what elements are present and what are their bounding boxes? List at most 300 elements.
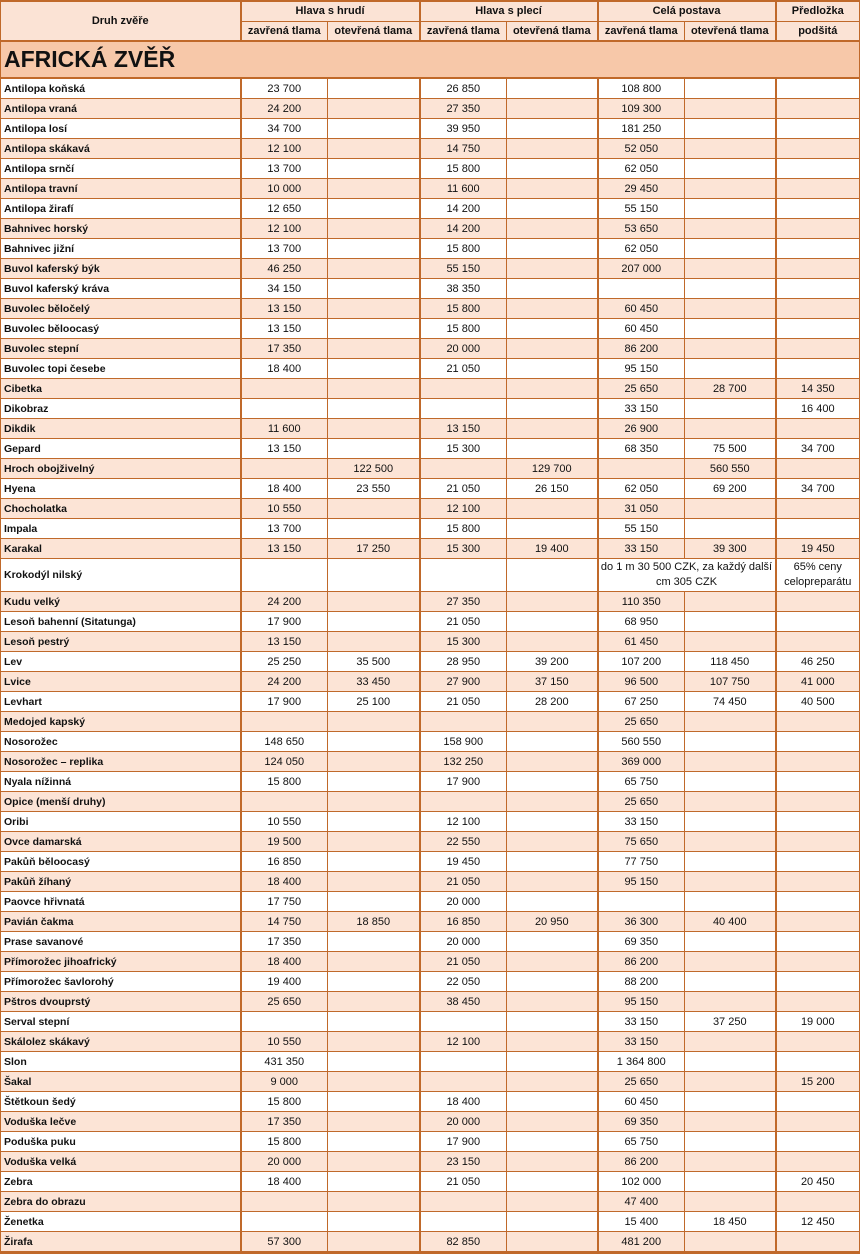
price-head-chest-open — [328, 559, 420, 592]
price-head-shoulder-closed: 132 250 — [420, 752, 507, 772]
price-head-shoulder-open — [507, 1032, 598, 1052]
price-head-shoulder-closed: 21 050 — [420, 952, 507, 972]
price-full-body-closed: 88 200 — [598, 972, 685, 992]
price-head-chest-closed: 11 600 — [241, 419, 328, 439]
species-name: Pakůň žíhaný — [1, 872, 241, 892]
price-head-chest-open: 23 550 — [328, 479, 420, 499]
price-rug-lined — [776, 872, 860, 892]
price-full-body-closed: 15 400 — [598, 1212, 685, 1232]
table-row — [1, 199, 860, 219]
price-head-shoulder-open — [507, 399, 598, 419]
table-row — [1, 592, 860, 612]
price-head-shoulder-closed: 27 900 — [420, 672, 507, 692]
price-rug-lined — [776, 219, 860, 239]
table-row — [1, 1092, 860, 1112]
price-head-chest-closed — [241, 1012, 328, 1032]
price-head-shoulder-closed: 15 300 — [420, 439, 507, 459]
price-head-shoulder-open — [507, 1192, 598, 1212]
price-head-shoulder-open — [507, 952, 598, 972]
price-rug-lined — [776, 519, 860, 539]
price-head-shoulder-open — [507, 1112, 598, 1132]
price-head-chest-open: 17 250 — [328, 539, 420, 559]
price-head-shoulder-closed — [420, 1072, 507, 1092]
price-head-shoulder-closed: 11 600 — [420, 179, 507, 199]
price-head-chest-closed: 13 150 — [241, 299, 328, 319]
species-name: Nosorožec — [1, 732, 241, 752]
species-name: Paovce hřivnatá — [1, 892, 241, 912]
price-head-chest-open — [328, 772, 420, 792]
price-head-chest-open — [328, 992, 420, 1012]
price-head-shoulder-closed: 82 850 — [420, 1232, 507, 1253]
species-name: Antilopa žirafí — [1, 199, 241, 219]
species-name: Poduška puku — [1, 1132, 241, 1152]
table-row — [1, 339, 860, 359]
price-head-shoulder-open — [507, 732, 598, 752]
price-full-body-open — [685, 279, 776, 299]
price-rug-lined: 19 000 — [776, 1012, 860, 1032]
price-head-chest-closed: 34 700 — [241, 119, 328, 139]
table-row — [1, 1012, 860, 1032]
price-head-chest-closed: 46 250 — [241, 259, 328, 279]
species-name: Lev — [1, 652, 241, 672]
price-head-chest-open — [328, 159, 420, 179]
table-row — [1, 632, 860, 652]
price-full-body-open — [685, 1132, 776, 1152]
price-head-shoulder-closed — [420, 1052, 507, 1072]
price-full-body-closed: 33 150 — [598, 399, 685, 419]
price-full-body-closed: 60 450 — [598, 319, 685, 339]
species-name: Zebra do obrazu — [1, 1192, 241, 1212]
species-name: Pavián čakma — [1, 912, 241, 932]
species-name: Přímorožec šavlorohý — [1, 972, 241, 992]
price-full-body-closed: 86 200 — [598, 339, 685, 359]
price-full-body-closed: 481 200 — [598, 1232, 685, 1253]
price-full-body-open — [685, 339, 776, 359]
price-head-shoulder-open — [507, 852, 598, 872]
price-rug-lined — [776, 632, 860, 652]
price-full-body-closed: 207 000 — [598, 259, 685, 279]
price-rug-lined — [776, 99, 860, 119]
price-full-body-open: 74 450 — [685, 692, 776, 712]
price-head-chest-closed: 17 350 — [241, 932, 328, 952]
price-head-chest-closed: 14 750 — [241, 912, 328, 932]
price-full-body-open — [685, 892, 776, 912]
price-rug-lined: 16 400 — [776, 399, 860, 419]
price-head-shoulder-closed: 18 400 — [420, 1092, 507, 1112]
table-row — [1, 792, 860, 812]
species-name: Lesoň pestrý — [1, 632, 241, 652]
price-rug-lined: 41 000 — [776, 672, 860, 692]
price-rug-lined — [776, 1192, 860, 1212]
price-rug-lined: 34 700 — [776, 439, 860, 459]
price-rug-lined — [776, 752, 860, 772]
price-head-shoulder-open — [507, 772, 598, 792]
price-head-chest-open — [328, 1012, 420, 1032]
price-head-shoulder-open — [507, 972, 598, 992]
price-head-shoulder-closed: 38 450 — [420, 992, 507, 1012]
price-head-chest-closed: 18 400 — [241, 952, 328, 972]
price-full-body-open — [685, 499, 776, 519]
species-name: Serval stepní — [1, 1012, 241, 1032]
price-head-chest-closed: 25 250 — [241, 652, 328, 672]
table-row — [1, 832, 860, 852]
table-row — [1, 519, 860, 539]
price-head-chest-open: 33 450 — [328, 672, 420, 692]
price-head-chest-closed: 17 750 — [241, 892, 328, 912]
price-rug-lined — [776, 459, 860, 479]
species-name: Nyala nížinná — [1, 772, 241, 792]
price-head-shoulder-open — [507, 932, 598, 952]
price-full-body-closed: 31 050 — [598, 499, 685, 519]
price-rug-lined: 46 250 — [776, 652, 860, 672]
price-head-shoulder-open — [507, 559, 598, 592]
price-rug-lined — [776, 339, 860, 359]
table-row — [1, 1152, 860, 1172]
price-head-shoulder-open — [507, 872, 598, 892]
price-full-body-open — [685, 812, 776, 832]
price-head-chest-closed: 12 100 — [241, 219, 328, 239]
price-full-body-open — [685, 852, 776, 872]
table-row — [1, 299, 860, 319]
price-head-chest-closed: 18 400 — [241, 359, 328, 379]
price-full-body-open — [685, 1232, 776, 1253]
price-head-chest-open — [328, 872, 420, 892]
price-full-body-closed: 65 750 — [598, 1132, 685, 1152]
price-full-body-closed: 95 150 — [598, 359, 685, 379]
price-full-body-closed: 86 200 — [598, 1152, 685, 1172]
price-rug-lined — [776, 852, 860, 872]
price-head-chest-closed: 13 150 — [241, 319, 328, 339]
price-full-body-open — [685, 319, 776, 339]
price-rug-lined — [776, 119, 860, 139]
price-head-shoulder-closed: 22 050 — [420, 972, 507, 992]
price-full-body-open — [685, 119, 776, 139]
price-head-shoulder-open: 26 150 — [507, 479, 598, 499]
price-full-body-open — [685, 239, 776, 259]
species-name: Antilopa travní — [1, 179, 241, 199]
species-name: Voduška lečve — [1, 1112, 241, 1132]
price-head-chest-closed: 13 700 — [241, 519, 328, 539]
price-head-chest-closed: 17 900 — [241, 692, 328, 712]
species-name: Žirafa — [1, 1232, 241, 1253]
price-head-shoulder-closed: 17 900 — [420, 1132, 507, 1152]
price-head-chest-closed: 10 550 — [241, 812, 328, 832]
price-head-shoulder-closed: 14 750 — [420, 139, 507, 159]
price-head-chest-open — [328, 119, 420, 139]
price-full-body-closed — [598, 279, 685, 299]
price-head-chest-closed: 15 800 — [241, 772, 328, 792]
price-head-chest-closed: 12 100 — [241, 139, 328, 159]
group-header-head-chest: Hlava s hrudí — [241, 1, 420, 21]
price-full-body-open: 75 500 — [685, 439, 776, 459]
price-full-body-open — [685, 1032, 776, 1052]
table-row — [1, 159, 860, 179]
table-row — [1, 1072, 860, 1092]
price-head-chest-closed: 12 650 — [241, 199, 328, 219]
price-full-body-closed: 52 050 — [598, 139, 685, 159]
price-head-chest-open — [328, 732, 420, 752]
price-head-shoulder-open — [507, 1232, 598, 1253]
price-head-chest-closed — [241, 379, 328, 399]
species-name: Antilopa srnčí — [1, 159, 241, 179]
price-head-shoulder-open — [507, 119, 598, 139]
price-head-chest-open: 25 100 — [328, 692, 420, 712]
price-head-chest-open — [328, 812, 420, 832]
species-name: Karakal — [1, 539, 241, 559]
table-row — [1, 752, 860, 772]
price-full-body-open: 39 300 — [685, 539, 776, 559]
subheader-closed-mouth: zavřená tlama — [598, 21, 685, 41]
species-name: Buvolec běločelý — [1, 299, 241, 319]
price-full-body-closed: 68 350 — [598, 439, 685, 459]
price-rug-lined — [776, 892, 860, 912]
price-full-body-closed: 69 350 — [598, 1112, 685, 1132]
table-row — [1, 279, 860, 299]
species-name: Antilopa skákavá — [1, 139, 241, 159]
price-full-body-closed: 25 650 — [598, 1072, 685, 1092]
price-head-shoulder-open — [507, 1132, 598, 1152]
price-full-body-open — [685, 752, 776, 772]
price-head-shoulder-closed: 15 800 — [420, 159, 507, 179]
price-head-chest-closed — [241, 1192, 328, 1212]
species-name: Dikobraz — [1, 399, 241, 419]
price-head-shoulder-closed: 14 200 — [420, 199, 507, 219]
price-head-chest-closed: 25 650 — [241, 992, 328, 1012]
price-head-shoulder-open — [507, 1052, 598, 1072]
species-name: Impala — [1, 519, 241, 539]
price-head-chest-open — [328, 139, 420, 159]
price-head-shoulder-open — [507, 279, 598, 299]
price-full-body-open — [685, 179, 776, 199]
price-head-shoulder-closed: 15 300 — [420, 632, 507, 652]
species-name: Chocholatka — [1, 499, 241, 519]
price-head-chest-open — [328, 99, 420, 119]
price-head-shoulder-closed: 17 900 — [420, 772, 507, 792]
price-head-chest-open — [328, 259, 420, 279]
price-full-body-open — [685, 1152, 776, 1172]
table-row — [1, 459, 860, 479]
subheader-lined: podšitá — [776, 21, 860, 41]
table-row — [1, 359, 860, 379]
species-name: Opice (menší druhy) — [1, 792, 241, 812]
price-rug-lined — [776, 1032, 860, 1052]
table-row — [1, 772, 860, 792]
species-name: Přímorožec jihoafrický — [1, 952, 241, 972]
price-full-body-closed: 36 300 — [598, 912, 685, 932]
price-head-chest-open — [328, 892, 420, 912]
price-head-chest-open — [328, 1192, 420, 1212]
price-full-body-open — [685, 399, 776, 419]
price-rug-lined — [776, 1232, 860, 1253]
price-rug-lined — [776, 179, 860, 199]
price-rug-lined — [776, 772, 860, 792]
price-head-shoulder-closed: 22 550 — [420, 832, 507, 852]
table-row — [1, 1112, 860, 1132]
price-rug-lined — [776, 139, 860, 159]
price-full-body-open — [685, 932, 776, 952]
price-rug-lined — [776, 419, 860, 439]
species-name: Medojed kapský — [1, 712, 241, 732]
price-head-chest-closed — [241, 559, 328, 592]
price-head-shoulder-closed: 26 850 — [420, 78, 507, 99]
price-head-shoulder-closed: 20 000 — [420, 1112, 507, 1132]
price-head-shoulder-closed: 55 150 — [420, 259, 507, 279]
price-head-shoulder-closed — [420, 712, 507, 732]
table-row — [1, 259, 860, 279]
price-head-chest-open — [328, 1212, 420, 1232]
species-name: Cibetka — [1, 379, 241, 399]
price-rug-lined — [776, 792, 860, 812]
species-name: Štětkoun šedý — [1, 1092, 241, 1112]
price-head-chest-open — [328, 419, 420, 439]
price-head-shoulder-closed: 16 850 — [420, 912, 507, 932]
price-full-body-open: 107 750 — [685, 672, 776, 692]
price-full-body-open — [685, 359, 776, 379]
price-full-body-open — [685, 632, 776, 652]
price-head-chest-open — [328, 712, 420, 732]
table-row — [1, 652, 860, 672]
price-full-body-closed: 62 050 — [598, 239, 685, 259]
group-header-full-body: Celá postava — [598, 1, 776, 21]
table-row — [1, 479, 860, 499]
price-head-shoulder-open: 39 200 — [507, 652, 598, 672]
price-head-chest-open — [328, 299, 420, 319]
price-head-chest-closed: 18 400 — [241, 1172, 328, 1192]
price-full-body-closed: 560 550 — [598, 732, 685, 752]
table-row — [1, 1032, 860, 1052]
species-name: Bahnivec horský — [1, 219, 241, 239]
price-head-shoulder-closed: 21 050 — [420, 612, 507, 632]
table-row — [1, 319, 860, 339]
price-head-shoulder-open — [507, 319, 598, 339]
price-rug-lined: 20 450 — [776, 1172, 860, 1192]
species-name: Buvolec běloocasý — [1, 319, 241, 339]
price-head-shoulder-closed — [420, 399, 507, 419]
price-head-chest-closed: 13 150 — [241, 439, 328, 459]
price-rug-lined — [776, 319, 860, 339]
price-head-shoulder-open — [507, 439, 598, 459]
price-full-body-closed — [598, 459, 685, 479]
price-full-body-open — [685, 952, 776, 972]
price-full-body-closed: 69 350 — [598, 932, 685, 952]
price-head-shoulder-open — [507, 832, 598, 852]
price-full-body-open — [685, 199, 776, 219]
price-full-body-closed: 25 650 — [598, 712, 685, 732]
price-head-shoulder-open — [507, 892, 598, 912]
price-full-body-closed: 95 150 — [598, 992, 685, 1012]
price-head-chest-open — [328, 179, 420, 199]
price-head-shoulder-closed — [420, 559, 507, 592]
rug-price-note: 65% ceny celopreparátu — [776, 559, 860, 592]
price-head-chest-open — [328, 1072, 420, 1092]
price-full-body-open — [685, 792, 776, 812]
price-full-body-closed: 369 000 — [598, 752, 685, 772]
price-head-chest-open — [328, 852, 420, 872]
price-head-shoulder-closed: 15 800 — [420, 299, 507, 319]
table-row — [1, 972, 860, 992]
species-name: Pakůň běloocasý — [1, 852, 241, 872]
price-full-body-closed: 65 750 — [598, 772, 685, 792]
price-head-chest-closed: 18 400 — [241, 479, 328, 499]
price-rug-lined — [776, 78, 860, 99]
price-head-shoulder-open: 20 950 — [507, 912, 598, 932]
species-name: Antilopa vraná — [1, 99, 241, 119]
price-head-chest-closed: 17 900 — [241, 612, 328, 632]
species-name: Bahnivec jižní — [1, 239, 241, 259]
price-head-shoulder-closed: 12 100 — [420, 812, 507, 832]
price-head-shoulder-open — [507, 1172, 598, 1192]
price-head-shoulder-closed: 23 150 — [420, 1152, 507, 1172]
table-row — [1, 932, 860, 952]
price-head-shoulder-open — [507, 179, 598, 199]
price-head-chest-closed — [241, 1212, 328, 1232]
species-name: Kudu velký — [1, 592, 241, 612]
price-full-body-open — [685, 592, 776, 612]
price-head-chest-open — [328, 239, 420, 259]
price-head-chest-open — [328, 952, 420, 972]
price-head-shoulder-open — [507, 339, 598, 359]
price-head-chest-open — [328, 519, 420, 539]
price-head-chest-open — [328, 1052, 420, 1072]
price-head-shoulder-open — [507, 99, 598, 119]
species-name: Antilopa koňská — [1, 78, 241, 99]
table-row — [1, 499, 860, 519]
table-row — [1, 912, 860, 932]
species-name: Nosorožec – replika — [1, 752, 241, 772]
species-name: Šakal — [1, 1072, 241, 1092]
table-row — [1, 99, 860, 119]
price-head-chest-open: 35 500 — [328, 652, 420, 672]
table-row — [1, 612, 860, 632]
price-full-body-open — [685, 259, 776, 279]
price-full-body-open: 560 550 — [685, 459, 776, 479]
price-head-chest-closed: 124 050 — [241, 752, 328, 772]
price-head-chest-closed: 24 200 — [241, 99, 328, 119]
group-header-rug: Předložka — [776, 1, 860, 21]
price-full-body-open — [685, 712, 776, 732]
subheader-open-mouth: otevřená tlama — [685, 21, 776, 41]
table-row — [1, 1172, 860, 1192]
table-row — [1, 712, 860, 732]
species-name: Zebra — [1, 1172, 241, 1192]
price-full-body-closed: 33 150 — [598, 1012, 685, 1032]
price-head-shoulder-open — [507, 139, 598, 159]
price-full-body-closed: 75 650 — [598, 832, 685, 852]
price-full-body-open — [685, 772, 776, 792]
price-head-chest-closed: 19 400 — [241, 972, 328, 992]
table-row — [1, 419, 860, 439]
table-row — [1, 872, 860, 892]
price-rug-lined — [776, 279, 860, 299]
price-full-body-open — [685, 832, 776, 852]
price-head-shoulder-closed: 158 900 — [420, 732, 507, 752]
price-full-body-closed: 96 500 — [598, 672, 685, 692]
price-head-chest-closed: 57 300 — [241, 1232, 328, 1253]
price-full-body-open — [685, 299, 776, 319]
price-rug-lined: 40 500 — [776, 692, 860, 712]
price-head-chest-open — [328, 439, 420, 459]
price-full-body-closed: 181 250 — [598, 119, 685, 139]
price-head-shoulder-closed: 27 350 — [420, 99, 507, 119]
price-head-shoulder-open — [507, 219, 598, 239]
price-full-body-closed: 86 200 — [598, 952, 685, 972]
price-head-chest-closed — [241, 459, 328, 479]
table-row — [1, 539, 860, 559]
price-rug-lined: 34 700 — [776, 479, 860, 499]
price-full-body-closed: 26 900 — [598, 419, 685, 439]
price-head-shoulder-open: 37 150 — [507, 672, 598, 692]
price-head-shoulder-closed: 39 950 — [420, 119, 507, 139]
